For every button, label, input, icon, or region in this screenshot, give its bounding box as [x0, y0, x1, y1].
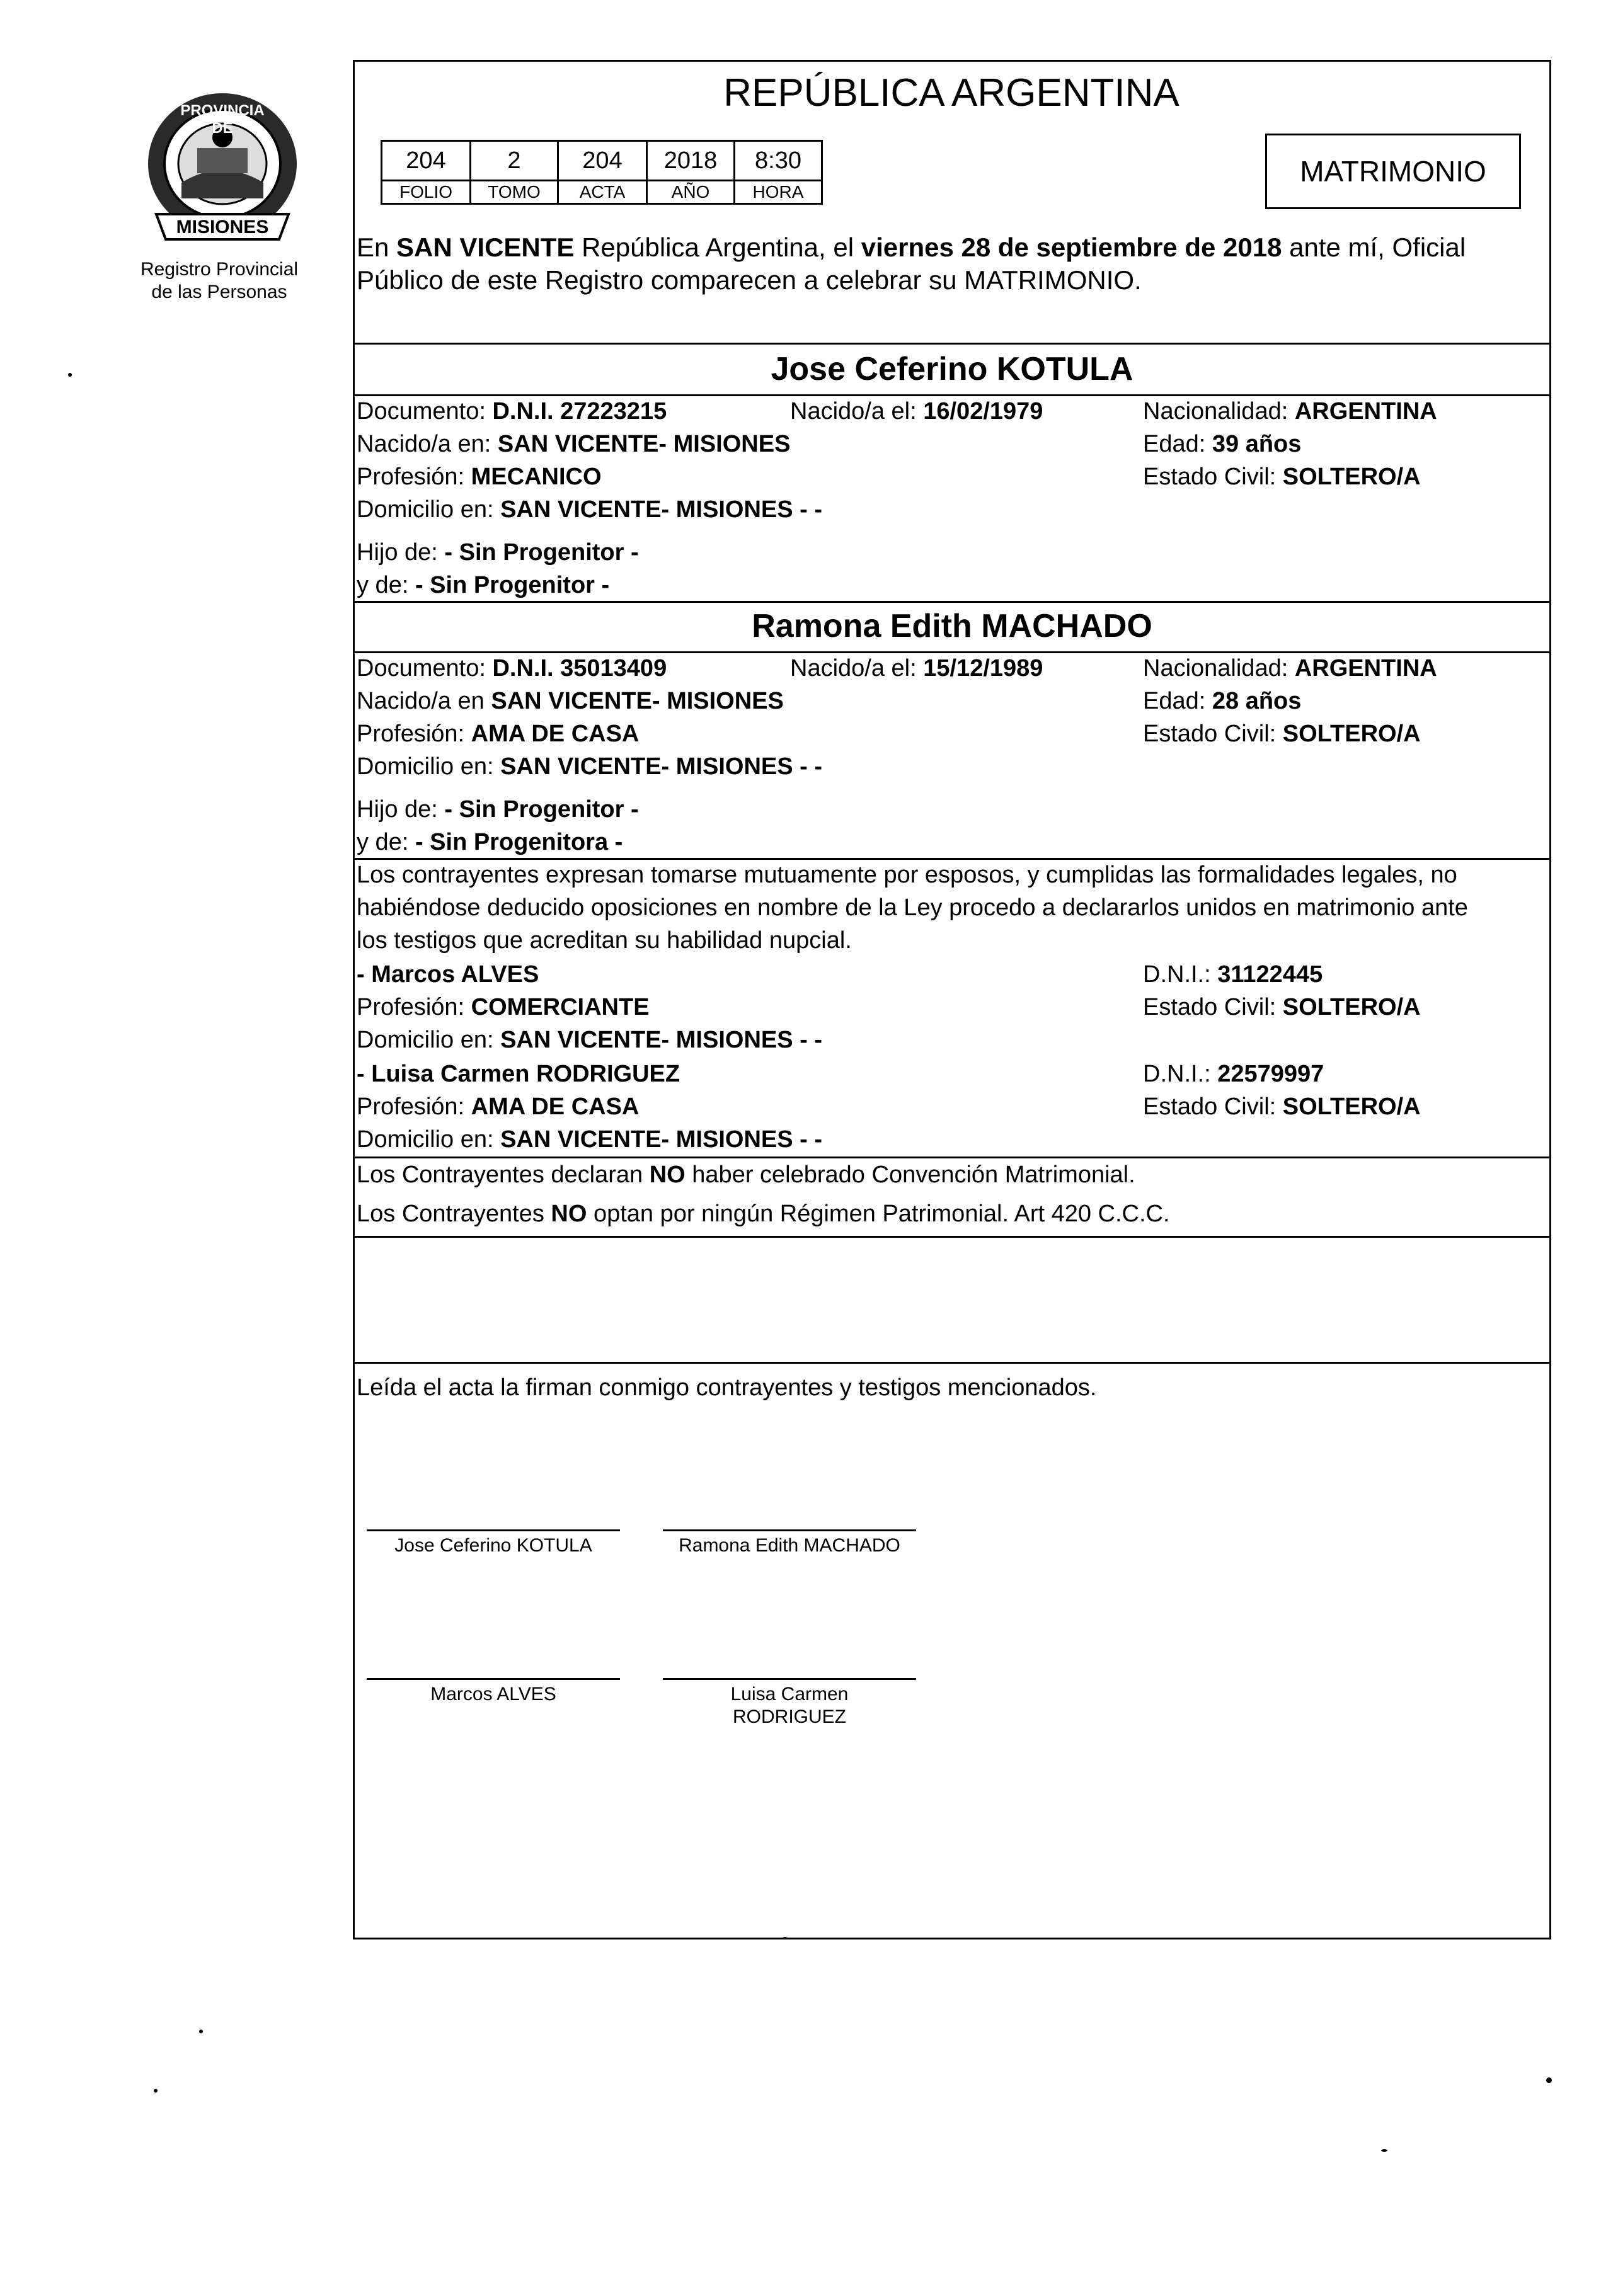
- person2-profession: Profesión: AMA DE CASA: [357, 721, 640, 747]
- person2-address: Domicilio en: SAN VICENTE- MISIONES - -: [357, 753, 822, 780]
- country-title: REPÚBLICA ARGENTINA: [723, 71, 1179, 115]
- divider: [353, 1362, 1551, 1364]
- convention-line-2: Los Contrayentes NO optan por ningún Régimen Patrimonial. Art 420 C.C.C.: [357, 1201, 1170, 1227]
- hora-label: HORA: [735, 181, 822, 204]
- intro-line-2: Público de este Registro comparecen a celebrar su MATRIMONIO.: [357, 265, 1142, 295]
- person2-nationality: Nacionalidad: ARGENTINA: [1143, 655, 1437, 682]
- person1-age: Edad: 39 años: [1143, 431, 1302, 457]
- intro-text: En: [357, 232, 397, 262]
- scan-speck: [154, 2089, 158, 2093]
- witness2-profession: Profesión: AMA DE CASA: [357, 1094, 640, 1120]
- witness2-dni: D.N.I.: 22579997: [1143, 1061, 1324, 1087]
- divider: [353, 601, 1551, 603]
- signature-name-witness2-line2: RODRIGUEZ: [733, 1706, 846, 1727]
- tomo-value: 2: [471, 141, 558, 181]
- tomo-label: TOMO: [471, 181, 558, 204]
- person1-parent1: Hijo de: - Sin Progenitor -: [357, 539, 639, 566]
- person1-name: Jose Ceferino KOTULA: [771, 351, 1133, 387]
- person2-born-date: Nacido/a el: 15/12/1989: [790, 655, 1043, 682]
- witness2-civil-status: Estado Civil: SOLTERO/A: [1143, 1094, 1421, 1120]
- person1-address: Domicilio en: SAN VICENTE- MISIONES - -: [357, 496, 822, 523]
- person1-nationality: Nacionalidad: ARGENTINA: [1143, 398, 1437, 425]
- person1-civil-status: Estado Civil: SOLTERO/A: [1143, 464, 1421, 490]
- ano-value: 2018: [647, 141, 735, 181]
- person2-age: Edad: 28 años: [1143, 688, 1302, 714]
- acta-value: 204: [558, 141, 647, 181]
- hora-value: 8:30: [735, 141, 822, 181]
- person2-document: Documento: D.N.I. 35013409: [357, 655, 667, 682]
- intro-date: viernes 28 de septiembre de 2018: [861, 232, 1282, 262]
- seal-text-top: PROVINCIA DE: [180, 102, 265, 137]
- divider: [353, 1157, 1551, 1158]
- signature-line: [663, 1678, 916, 1680]
- declaration-line-2: habiéndose deducido oposiciones en nombre de la Ley procedo a declararlos unidos en matrimonio ante: [357, 894, 1468, 921]
- witness1-civil-status: Estado Civil: SOLTERO/A: [1143, 994, 1421, 1020]
- intro-text: ante mí, Oficial: [1282, 232, 1466, 262]
- person2-parent2: y de: - Sin Progenitora -: [357, 829, 623, 855]
- scan-speck: [68, 373, 72, 377]
- record-type-box: [1265, 134, 1521, 209]
- person1-document: Documento: D.N.I. 27223215: [357, 398, 667, 425]
- scan-speck: [199, 2030, 203, 2033]
- divider: [353, 394, 1551, 396]
- person2-parent1: Hijo de: - Sin Progenitor -: [357, 796, 639, 823]
- province-seal: [144, 88, 301, 252]
- divider: [353, 858, 1551, 860]
- signature-name-spouse2: Ramona Edith MACHADO: [679, 1535, 900, 1556]
- record-fields-table: [381, 140, 823, 205]
- intro-line-1: [357, 232, 1466, 263]
- witness2-address: Domicilio en: SAN VICENTE- MISIONES - -: [357, 1126, 822, 1153]
- person1-born-date: Nacido/a el: 16/02/1979: [790, 398, 1043, 425]
- registry-name-line2: de las Personas: [151, 282, 287, 302]
- signature-name-witness1: Marcos ALVES: [430, 1684, 556, 1705]
- declaration-line-3: los testigos que acreditan su habilidad nupcial.: [357, 927, 852, 954]
- record-type-label: MATRIMONIO: [1300, 155, 1486, 188]
- signature-line: [367, 1529, 620, 1531]
- witness1-profession: Profesión: COMERCIANTE: [357, 994, 650, 1020]
- person1-birthplace: Nacido/a en: SAN VICENTE- MISIONES: [357, 431, 791, 457]
- person2-name: Ramona Edith MACHADO: [752, 608, 1152, 644]
- registry-name-line1: Registro Provincial: [140, 259, 299, 280]
- declaration-line-1: Los contrayentes expresan tomarse mutuamente por esposos, y cumplidas las formalidades legales, no: [357, 862, 1457, 888]
- witness2-name: - Luisa Carmen RODRIGUEZ: [357, 1061, 680, 1087]
- closing-text: Leída el acta la firman conmigo contrayentes y testigos mencionados.: [357, 1374, 1097, 1401]
- convention-line-1: Los Contrayentes declaran NO haber celebrado Convención Matrimonial.: [357, 1162, 1135, 1188]
- person2-birthplace: Nacido/a en SAN VICENTE- MISIONES: [357, 688, 784, 714]
- witness1-name: - Marcos ALVES: [357, 961, 539, 988]
- signature-name-spouse1: Jose Ceferino KOTULA: [394, 1535, 592, 1556]
- signature-line: [663, 1529, 916, 1531]
- divider: [353, 1236, 1551, 1238]
- acta-label: ACTA: [558, 181, 647, 204]
- ano-label: AÑO: [647, 181, 735, 204]
- person1-profession: Profesión: MECANICO: [357, 464, 602, 490]
- witness1-dni: D.N.I.: 31122445: [1143, 961, 1323, 988]
- folio-value: 204: [382, 141, 471, 181]
- divider: [353, 343, 1551, 345]
- scan-speck: [783, 1937, 788, 1939]
- signature-name-witness2-line1: Luisa Carmen: [730, 1684, 849, 1705]
- scan-speck: [1546, 2077, 1552, 2083]
- folio-label: FOLIO: [382, 181, 471, 204]
- person2-civil-status: Estado Civil: SOLTERO/A: [1143, 721, 1421, 747]
- witness1-address: Domicilio en: SAN VICENTE- MISIONES - -: [357, 1027, 822, 1053]
- signature-line: [367, 1678, 620, 1680]
- intro-city: SAN VICENTE: [396, 232, 575, 262]
- intro-text: República Argentina, el: [574, 232, 861, 262]
- seal-text-bottom: MISIONES: [176, 217, 269, 237]
- scan-speck: [1381, 2149, 1387, 2152]
- person1-parent2: y de: - Sin Progenitor -: [357, 572, 610, 598]
- divider: [353, 651, 1551, 653]
